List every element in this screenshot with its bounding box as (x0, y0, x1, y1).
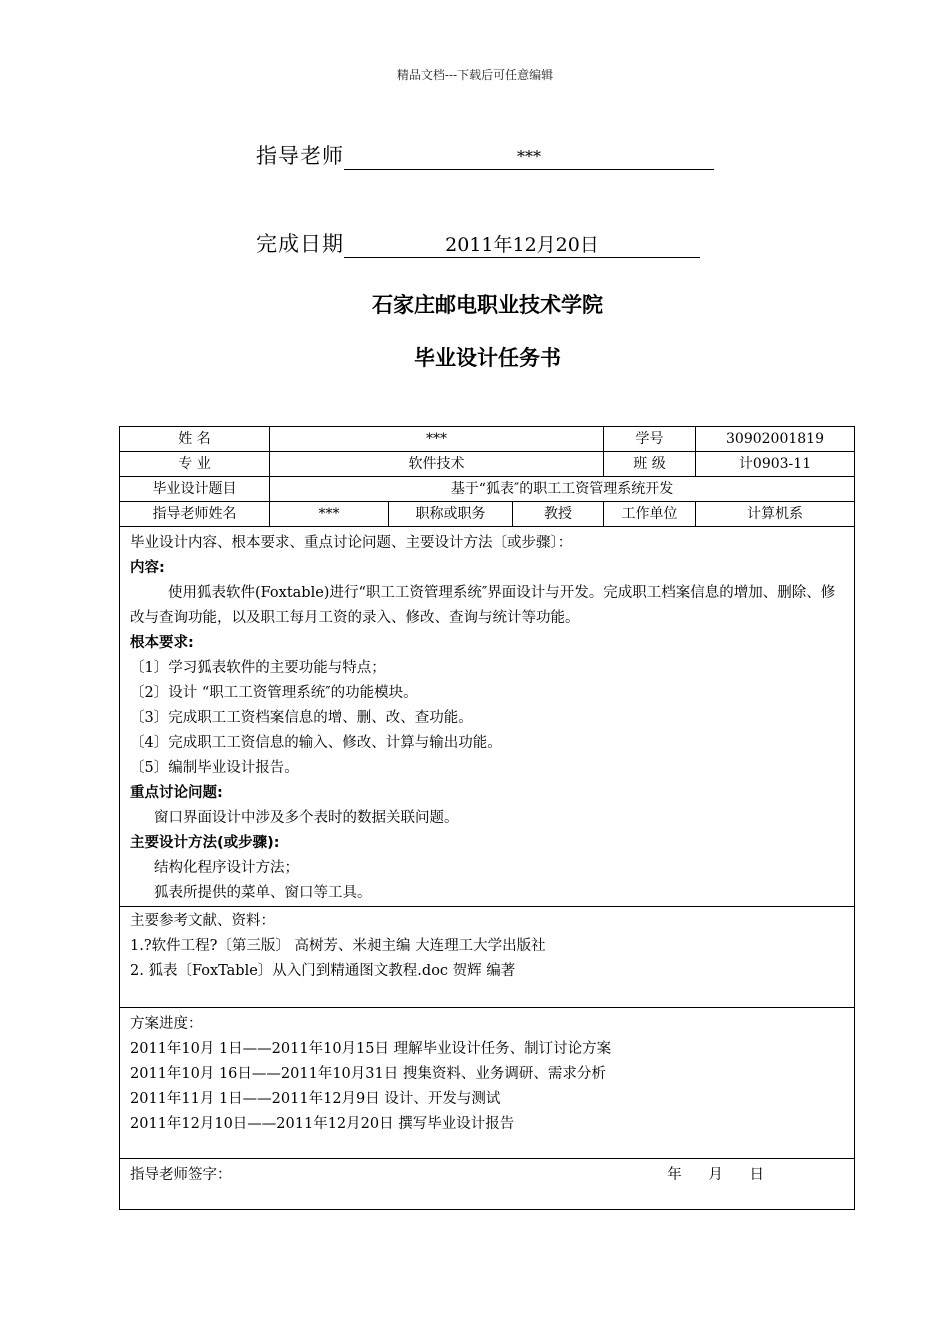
student-id-label: 学号 (604, 427, 696, 452)
advisor-line (256, 140, 714, 170)
major-value: 软件技术 (270, 452, 604, 477)
table-row (120, 477, 855, 502)
name-value: *** (270, 427, 604, 452)
job-title-value: 教授 (513, 502, 604, 527)
signature-cell (120, 1159, 855, 1210)
table-row (120, 1008, 855, 1159)
topic-value: 基于“狐表″的职工工资管理系统开发 (270, 477, 855, 502)
schedule-item: 2011年10月 1日——2011年10月15日 理解毕业设计任务、制订讨论方案 (130, 1041, 612, 1057)
reference-item: 2. 狐表〔FoxTable〕从入门到精通图文教程.doc 贺辉 编著 (130, 963, 516, 979)
references-cell (120, 907, 855, 1008)
table-row (120, 452, 855, 477)
signature-row (130, 1163, 844, 1188)
requirement-item: 〔1〕学习狐表软件的主要功能与特点； (130, 660, 386, 676)
work-unit-value: 计算机系 (696, 502, 855, 527)
reference-item: 1.?软件工程?〔第三版〕 高树芳、米昶主编 大连理工大学出版社 (130, 938, 546, 954)
advisor-name-value: *** (270, 502, 389, 527)
class-value: 计0903-11 (696, 452, 855, 477)
issues-text: 窗口界面设计中涉及多个表时的数据关联问题。 (154, 810, 459, 826)
references-heading: 主要参考文献、资料： (130, 913, 275, 929)
schedule-cell (120, 1008, 855, 1159)
content-intro: 毕业设计内容、根本要求、重点讨论问题、主要设计方法〔或步骤〕： (130, 535, 573, 551)
work-unit-label: 工作单位 (604, 502, 696, 527)
class-label: 班 级 (604, 452, 696, 477)
advisor-value: *** (344, 145, 714, 170)
completion-date-line (256, 228, 700, 258)
requirements-heading: 根本要求: (130, 635, 194, 651)
method-item: 狐表所提供的菜单、窗口等工具。 (154, 885, 372, 901)
requirement-item: 〔4〕完成职工工资信息的输入、修改、计算与输出功能。 (130, 735, 502, 751)
header-watermark: 精品文档---下载后可任意编辑 (396, 68, 554, 82)
signature-date: 年 月 日 (667, 1167, 765, 1183)
schedule-item: 2011年11月 1日——2011年12月9日 设计、开发与测试 (130, 1091, 501, 1107)
task-form-table (119, 426, 855, 1210)
table-row (120, 1159, 855, 1210)
schedule-item: 2011年10月 16日——2011年10月31日 搜集资料、业务调研、需求分析 (130, 1066, 606, 1082)
job-title-label: 职称或职务 (389, 502, 513, 527)
issues-heading: 重点讨论问题: (130, 785, 223, 801)
document-title: 毕业设计任务书 (414, 346, 561, 370)
major-label: 专 业 (120, 452, 270, 477)
content-heading: 内容: (130, 560, 165, 576)
schedule-item: 2011年12月10日——2011年12月20日 撰写毕业设计报告 (130, 1116, 515, 1132)
advisor-name-label: 指导老师姓名 (120, 502, 270, 527)
table-row (120, 427, 855, 452)
requirement-item: 〔5〕编制毕业设计报告。 (130, 760, 299, 776)
content-text: 使用狐表软件(Foxtable)进行“职工工资管理系统″界面设计与开发。完成职工档案信息的增加、删除、修改与查询功能，以及职工每月工资的录入、修改、查询与统计等功能。 (130, 585, 836, 626)
name-label: 姓 名 (120, 427, 270, 452)
table-row (120, 527, 855, 907)
signature-label: 指导老师签字： (130, 1167, 232, 1183)
content-cell (120, 527, 855, 907)
advisor-label: 指导老师 (256, 144, 344, 168)
requirement-item: 〔2〕设计 “职工工资管理系统″的功能模块。 (130, 685, 418, 701)
schedule-heading: 方案进度： (130, 1016, 203, 1032)
date-label: 完成日期 (256, 232, 344, 256)
methods-heading: 主要设计方法(或步骤): (130, 835, 280, 851)
table-row (120, 907, 855, 1008)
table-row (120, 502, 855, 527)
method-item: 结构化程序设计方法； (154, 860, 299, 876)
requirement-item: 〔3〕完成职工工资档案信息的增、删、改、查功能。 (130, 710, 473, 726)
topic-label: 毕业设计题目 (120, 477, 270, 502)
date-value: 2011年12月20日 (344, 233, 700, 258)
school-name: 石家庄邮电职业技术学院 (372, 293, 603, 317)
student-id-value: 30902001819 (696, 427, 855, 452)
